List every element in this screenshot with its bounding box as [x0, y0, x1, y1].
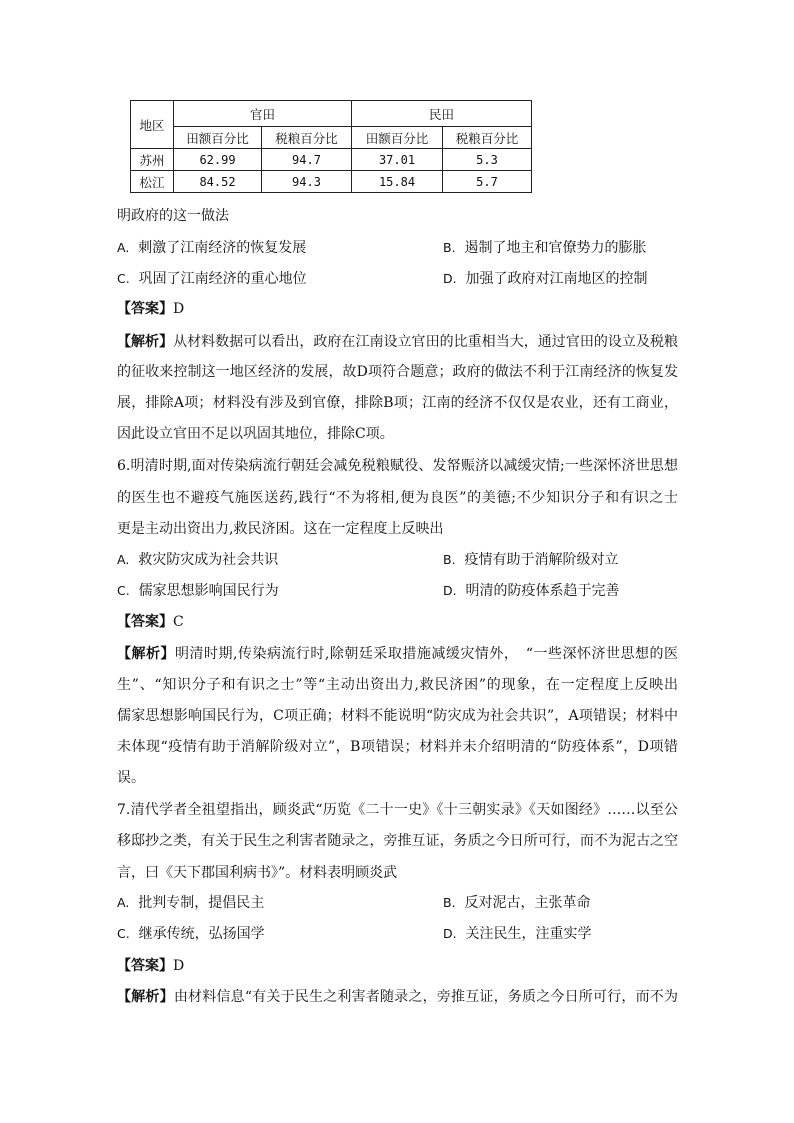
option-text: 明清的防疫体系趋于完善: [465, 583, 620, 599]
option-text: 刺激了江南经济的恢复发展: [138, 240, 307, 256]
sub-header: 田额百分比: [174, 127, 262, 149]
value-cell: 5.3: [443, 149, 532, 171]
q6-option-b: [443, 551, 618, 569]
sub-header: 田额百分比: [352, 127, 443, 149]
table-row: [131, 171, 532, 193]
option-letter: B.: [443, 895, 456, 910]
answer-value: D: [173, 301, 185, 317]
option-text: 反对泥古，主张革命: [464, 895, 591, 911]
answer-value: C: [173, 614, 184, 630]
option-letter: D.: [443, 926, 457, 941]
option-letter: C.: [117, 926, 130, 941]
analysis-label: 【解析】: [117, 334, 174, 350]
q6-option-a: [117, 551, 278, 569]
option-letter: B.: [443, 552, 456, 567]
answer-label: 【答案】: [117, 301, 173, 317]
region-cell: 苏州: [131, 149, 174, 171]
q6-analysis-line: 生”、“知识分子和有识之士”等“主动出资出力,救民济困”的现象，在一定程度上反映出: [117, 677, 678, 693]
q6-stem-line: 更是主动出资出力,救民济困。这在一定程度上反映出: [117, 521, 444, 537]
option-letter: A.: [117, 240, 130, 255]
answer-label: 【答案】: [117, 614, 173, 630]
q6-analysis-line: 误。: [117, 770, 145, 786]
q6-option-d: [443, 582, 620, 600]
option-letter: A.: [117, 552, 130, 567]
option-text: 加强了政府对江南地区的控制: [465, 271, 648, 287]
q6-stem-line: 6.明清时期,面对传染病流行朝廷会减免税粮赋役、发帑赈济以减缓灾情;一些深怀济世思想: [117, 458, 678, 474]
q6-analysis-line: 儒家思想影响国民行为，C项正确；材料不能说明“防灾成为社会共识”，A项错误；材料中: [117, 708, 678, 724]
answer-label: 【答案】: [117, 958, 173, 974]
option-letter: D.: [443, 583, 457, 598]
option-text: 遏制了地主和官僚势力的膨胀: [464, 240, 647, 256]
value-cell: 5.7: [443, 171, 532, 193]
q6-stem-line: 的医生也不避疫气施医送药,践行“不为将相,便为良医”的美德;不少知识分子和有识之士: [117, 490, 678, 506]
q5-option-a: [117, 239, 306, 257]
value-cell: 94.7: [262, 149, 352, 171]
q7-option-c: [117, 925, 265, 943]
q5-stem-tail: 明政府的这一做法: [117, 208, 229, 224]
q6-option-c: [117, 582, 279, 600]
value-cell: 94.3: [262, 171, 352, 193]
region-cell: 松江: [131, 171, 174, 193]
value-cell: 84.52: [174, 171, 262, 193]
q6-analysis-line: 【解析】明清时期,传染病流行时,除朝廷采取措施减缓灾情外， “一些深怀济世思想的医: [117, 646, 678, 662]
q7-option-b: [443, 894, 590, 912]
option-text: 疫情有助于消解阶级对立: [464, 552, 619, 568]
q7-option-a: [117, 894, 264, 912]
land-tax-table: [130, 100, 532, 193]
q7-option-d: [443, 925, 592, 943]
q7-stem-line: 移邸抄之类，有关于民生之利害者随录之，旁推互证，务质之今日所可行，而不为泥古之空: [117, 833, 678, 849]
q6-answer: [117, 613, 184, 631]
option-text: 巩固了江南经济的重心地位: [138, 271, 307, 287]
option-letter: A.: [117, 895, 130, 910]
value-cell: 15.84: [352, 171, 443, 193]
q5-option-b: [443, 239, 646, 257]
option-text: 继承传统，弘扬国学: [138, 926, 265, 942]
value-cell: 37.01: [352, 149, 443, 171]
value-cell: 62.99: [174, 149, 262, 171]
analysis-label: 【解析】: [117, 989, 174, 1005]
q5-analysis-line: 因此设立官田不足以巩固其地位，排除C项。: [117, 426, 394, 442]
q7-stem-line: 言，曰《天下郡国利病书》”。材料表明顾炎武: [117, 865, 398, 881]
q5-analysis-line: 展，排除A项；材料没有涉及到官僚，排除B项；江南的经济不仅仅是农业，还有工商业，: [117, 395, 678, 411]
group-header-official-land: 官田: [174, 101, 352, 127]
option-letter: C.: [117, 271, 130, 286]
sub-header: 税粮百分比: [443, 127, 532, 149]
table-row: [131, 149, 532, 171]
option-text: 批判专制，提倡民主: [138, 895, 265, 911]
option-letter: C.: [117, 583, 130, 598]
q5-answer: [117, 300, 184, 318]
option-letter: B.: [443, 240, 456, 255]
q7-analysis-line: 【解析】由材料信息“有关于民生之利害者随录之，旁推互证，务质之今日所可行，而不为: [117, 989, 679, 1005]
q5-option-c: [117, 270, 307, 288]
q5-analysis-line: 的征收来控制这一地区经济的发展，故D项符合题意；政府的做法不利于江南经济的恢复发: [117, 364, 678, 380]
group-header-private-land: 民田: [352, 101, 532, 127]
region-header: 地区: [131, 101, 174, 149]
option-text: 关注民生，注重实学: [465, 926, 592, 942]
q6-analysis-line: 未体现“疫情有助于消解阶级对立”，B项错误；材料并未介绍明清的“防疫体系”，D项错: [117, 739, 678, 755]
q5-analysis-line: 【解析】从材料数据可以看出，政府在江南设立官田的比重相当大，通过官田的设立及税粮: [117, 334, 679, 350]
answer-value: D: [173, 958, 185, 974]
q7-stem-line: 7.清代学者全祖望指出，顾炎武“历览《二十一史》《十三朝实录》《天如图经》……以至公: [117, 802, 678, 818]
q5-option-d: [443, 270, 648, 288]
option-text: 儒家思想影响国民行为: [138, 583, 279, 599]
option-text: 救灾防灾成为社会共识: [138, 552, 279, 568]
option-letter: D.: [443, 271, 457, 286]
q7-answer: [117, 957, 184, 975]
sub-header: 税粮百分比: [262, 127, 352, 149]
analysis-label: 【解析】: [117, 646, 175, 662]
